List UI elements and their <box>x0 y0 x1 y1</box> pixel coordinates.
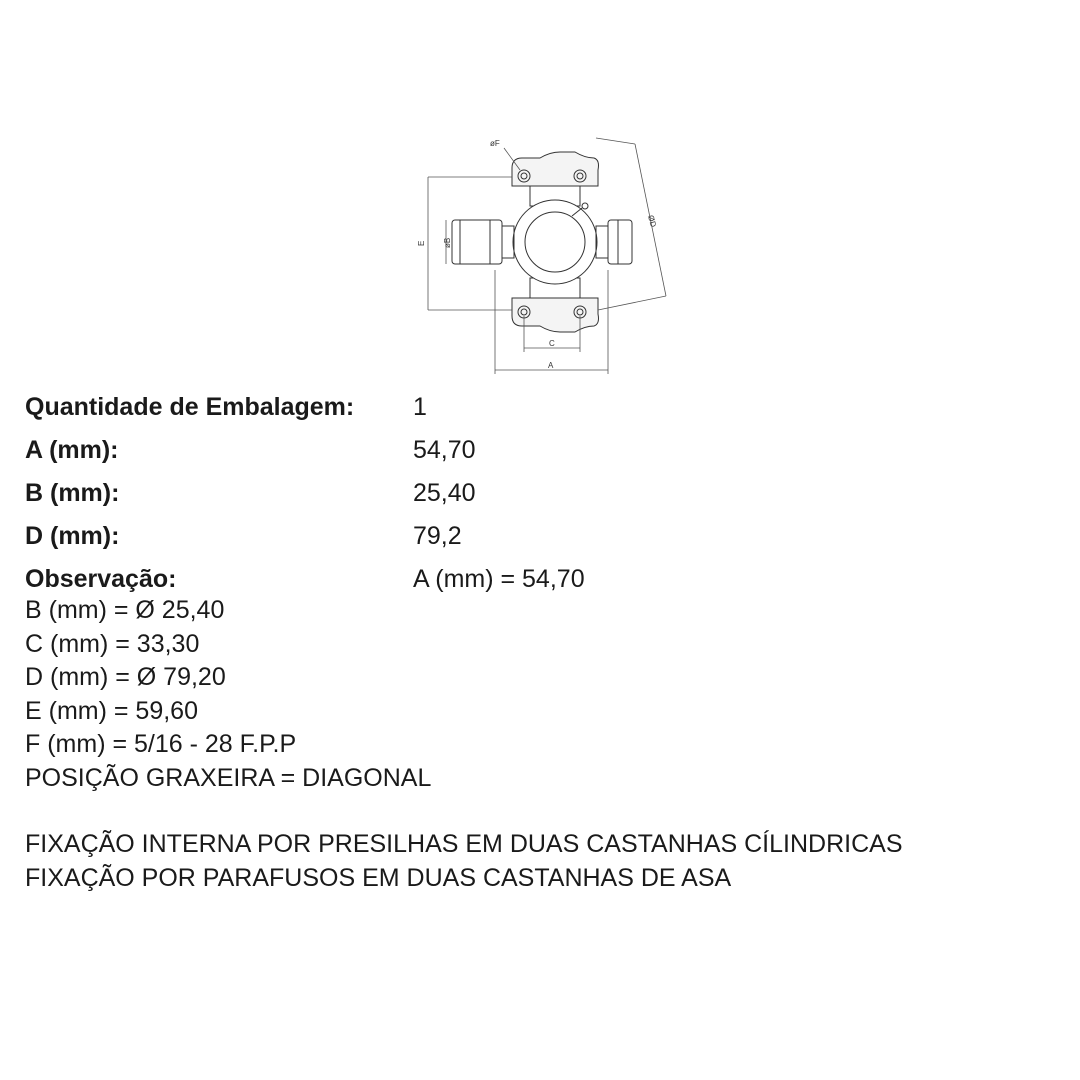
spec-label: A (mm): <box>25 436 119 464</box>
spec-label: Quantidade de Embalagem: <box>25 393 355 421</box>
observation-line: POSIÇÃO GRAXEIRA = DIAGONAL <box>25 763 432 792</box>
observation-line: F (mm) = 5/16 - 28 F.P.P <box>25 730 297 758</box>
label-f: øF <box>490 139 500 148</box>
observation-lines <box>25 594 431 795</box>
right-bearing-cup <box>608 220 632 264</box>
top-wing-cap <box>512 152 599 186</box>
spec-value: A (mm) = 54,70 <box>413 565 585 593</box>
observation-line: C (mm) = 33,30 <box>25 629 200 658</box>
spec-value: 79,2 <box>413 522 462 550</box>
grease-fitting-icon <box>582 203 588 209</box>
label-a: A <box>548 361 554 370</box>
label-d: ØD <box>646 214 658 229</box>
observation-line: B (mm) = Ø 25,40 <box>25 596 225 624</box>
note-line: FIXAÇÃO INTERNA POR PRESILHAS EM DUAS CASTANHAS CÍLINDRICAS <box>25 830 903 858</box>
spec-label: D (mm): <box>25 522 120 550</box>
note-line: FIXAÇÃO POR PARAFUSOS EM DUAS CASTANHAS DE ASA <box>25 864 732 892</box>
spec-value: 1 <box>413 393 427 421</box>
fixation-notes <box>25 827 903 895</box>
label-e: E <box>417 240 426 246</box>
label-b: øB <box>443 237 452 248</box>
spec-label: B (mm): <box>25 479 120 507</box>
spec-value: 54,70 <box>413 436 476 464</box>
label-c: C <box>549 339 555 348</box>
universal-joint-diagram <box>400 120 700 385</box>
observation-line: D (mm) = Ø 79,20 <box>25 663 226 691</box>
observation-line: E (mm) = 59,60 <box>25 696 198 725</box>
spec-label: Observação: <box>25 565 177 593</box>
spec-value: 25,40 <box>413 479 476 507</box>
universal-joint-drawing <box>400 120 700 385</box>
cross-body <box>513 200 597 284</box>
